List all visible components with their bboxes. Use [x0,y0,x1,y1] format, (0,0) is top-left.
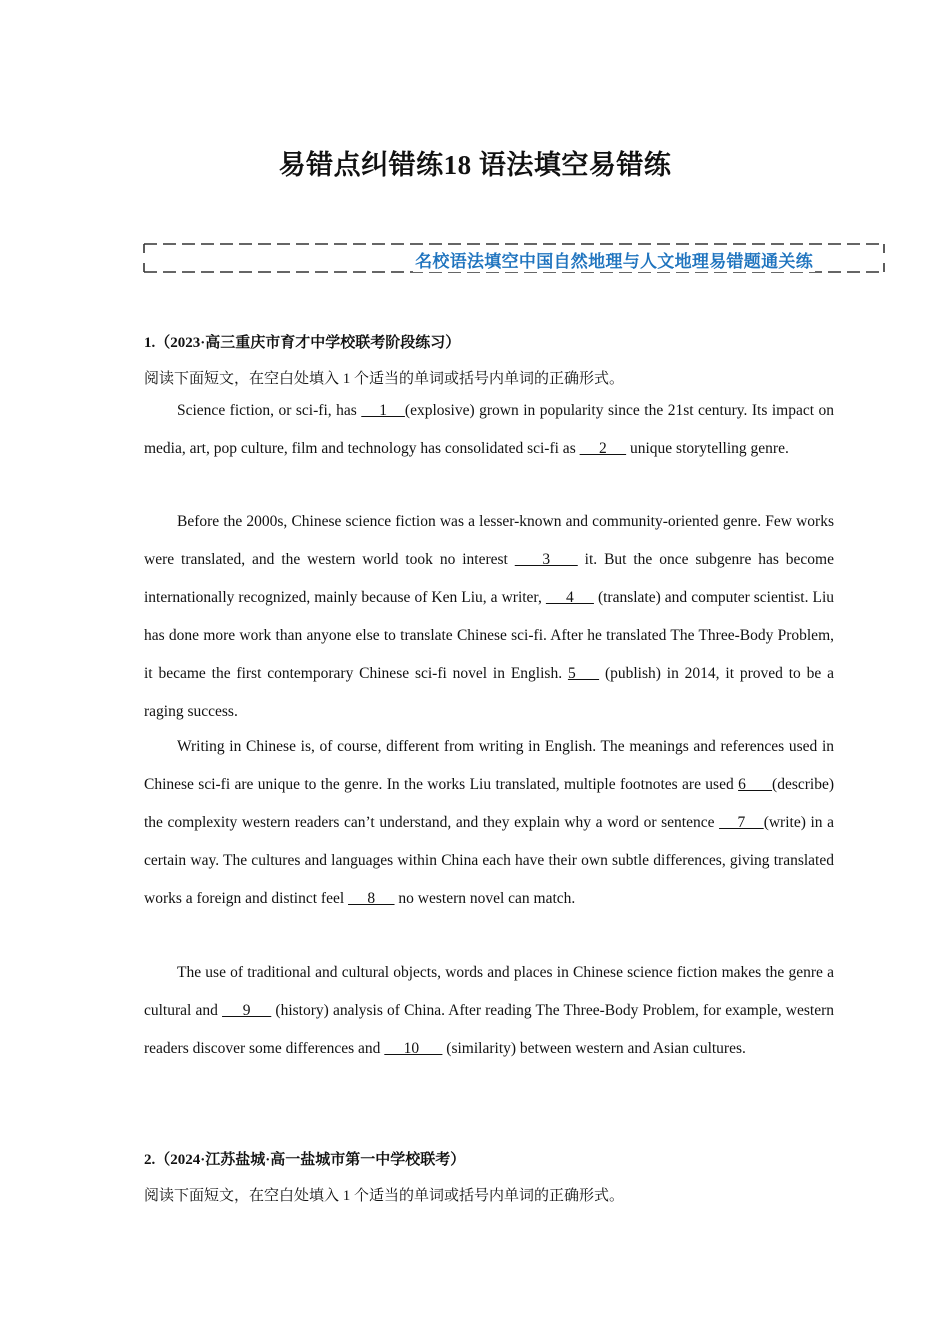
blank-2[interactable]: 2 [579,440,627,457]
blank-1[interactable]: 1 [361,402,405,419]
blank-10[interactable]: 10 [384,1040,443,1057]
section-banner [143,243,885,273]
passage-paragraph-2: Before the 2000s, Chinese science fiction was a lesser-known and community-oriented genre. Few works were translated, and the western world took no interest 3 it. But the once subgenre has become internationally recognized, mainly because of Ken Liu, a writer, 4 (translate) and computer scientist. Liu has done more work than anyone else to translate Chinese sci-fi. After he translated The Three-Body Problem, it became the first contemporary Chinese sci-fi novel in English. 5 (publish) in 2014, it proved to be a raging success. [144,513,835,720]
blank-7[interactable]: 7 [719,814,764,831]
passage-paragraph-3: Writing in Chinese is, of course, different from writing in English. The meanings and references used in Chinese sci-fi are unique to the genre. In the works Liu translated, multiple footnotes are used 6 (describe) the complexity western readers can’t understand, and they explain why a word or sentence 7 (write) in a certain way. The cultures and languages within China each have their own subtle differences, giving translated works a foreign and distinct feel 8 no western novel can match. [144,738,835,907]
passage-paragraph-1: Science fiction, or sci-fi, has 1 (explosive) grown in popularity since the 21st century. Its impact on media, art, pop culture, film and technology has consolidated sci-fi as 2 unique storytelling genre. [144,402,835,457]
question-1-instruction: 阅读下面短文，在空白处填入 1 个适当的单词或括号内单词的正确形式。 [144,371,625,387]
blank-4[interactable]: 4 [545,589,594,606]
question-2-instruction: 阅读下面短文，在空白处填入 1 个适当的单词或括号内单词的正确形式。 [144,1188,625,1204]
blank-9[interactable]: 9 [222,1002,272,1019]
passage-paragraph-4: The use of traditional and cultural objects, words and places in Chinese science fiction makes the genre a cultural and 9 (history) analysis of China. After reading The Three-Body Problem, for example, western readers discover some differences and 10 (similarity) between western and Asian cultures. [144,964,835,1057]
blank-3[interactable]: 3 [514,551,578,568]
question-1-heading: 1.（2023·高三重庆市育才中学校联考阶段练习） [144,335,461,351]
blank-5[interactable]: 5 [567,665,600,682]
question-2-heading: 2.（2024·江苏盐城·高一盐城市第一中学校联考） [144,1152,466,1168]
banner-title: 名校语法填空中国自然地理与人文地理易错题通关练 [413,247,815,272]
blank-6[interactable]: 6 [738,776,773,793]
blank-8[interactable]: 8 [348,890,395,907]
page-title: 易错点纠错练18 语法填空易错练 [278,150,672,180]
